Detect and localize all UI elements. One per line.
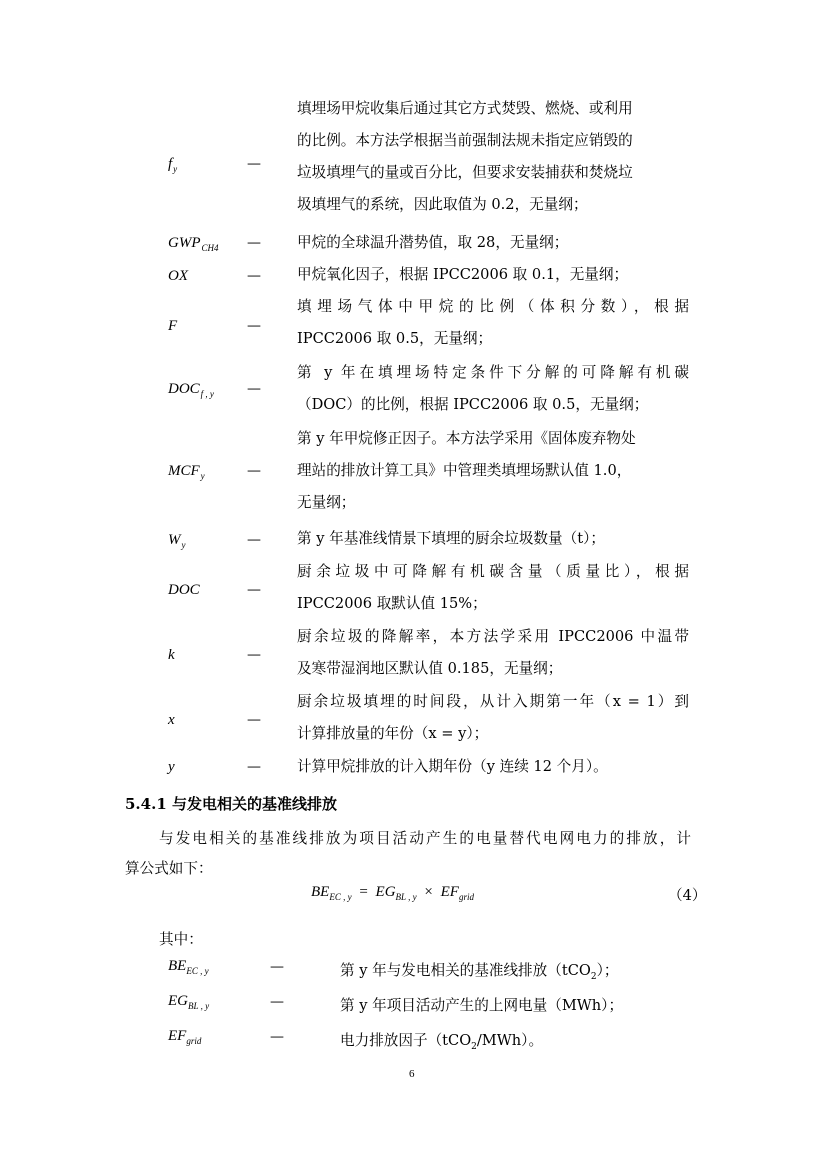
definition-line: IPCC2006 取默认值 15%；: [297, 595, 487, 612]
variable-doc-f-y: $DOC_{f , y}$: [168, 381, 214, 399]
definition-text-ox: [297, 259, 689, 291]
whereof-label: 其中：: [159, 931, 203, 948]
definition-text-f-y: [297, 93, 689, 221]
section-heading: 5.4.1 与发电相关的基准线排放: [125, 795, 337, 813]
variable-f: F: [168, 318, 178, 334]
definition-dash: —: [247, 268, 261, 284]
variable-f-y: $f_y$: [168, 156, 178, 174]
definition-line: 垃圾填埋气的量或百分比，但要求安装捕获和焚烧垃: [297, 164, 633, 181]
definition-line: 厨余垃圾的降解率，本方法学采用 IPCC2006 中温带: [297, 628, 689, 645]
definition-line: 厨余垃圾填埋的时间段，从计入期第一年（x = 1）到: [297, 693, 689, 710]
paragraph-line: 与发电相关的基准线排放为项目活动产生的电量替代电网电力的排放，计: [159, 830, 691, 847]
definition-dash: —: [247, 235, 261, 251]
definition-text-f: [297, 291, 689, 355]
term-dash: —: [270, 994, 284, 1010]
term-be-ec-y: $BE_{EC , y}$: [168, 958, 209, 976]
formula-4: $BE_{EC , y} = EG_{BL , y} \times EF_{grid}$: [311, 884, 474, 902]
page-number: 6: [409, 1068, 415, 1080]
definition-line: 填埋场气体中甲烷的比例（体积分数），根据: [297, 298, 689, 315]
definition-line: 无量纲；: [297, 494, 356, 511]
term-eg-bl-y: $EG_{BL , y}$: [168, 993, 210, 1011]
variable-x: x: [168, 712, 175, 728]
definition-dash: —: [247, 156, 261, 172]
definition-dash: —: [247, 463, 261, 479]
definition-line: 理站的排放计算工具》中管理类填埋场默认值 1.0，: [297, 462, 632, 479]
variable-k: k: [168, 647, 175, 663]
definition-text-doc-f-y: [297, 357, 689, 421]
definition-text-w-y: [297, 523, 689, 555]
definition-text-doc: [297, 556, 689, 620]
variable-w-y: $W_y$: [168, 532, 186, 550]
definition-dash: —: [247, 532, 261, 548]
definition-line: 的比例。本方法学根据当前强制法规未指定应销毁的: [297, 132, 633, 149]
equation-number: （4）: [668, 887, 707, 904]
section-paragraph: [125, 824, 691, 884]
definition-line: 计算排放量的年份（x = y）；: [297, 725, 489, 742]
definition-line: 及寒带湿润地区默认值 0.185，无量纲；: [297, 660, 563, 677]
definition-line: 甲烷的全球温升潜势值，取 28，无量纲；: [297, 234, 569, 251]
term-ef-grid: $EF_{grid}$: [168, 1028, 202, 1046]
definition-dash: —: [247, 318, 261, 334]
variable-mcf-y: $MCF_y$: [168, 463, 205, 481]
definition-text-k: [297, 621, 689, 685]
definition-dash: —: [247, 582, 261, 598]
variable-y: y: [168, 759, 175, 775]
definition-line: 填埋场甲烷收集后通过其它方式焚毁、燃烧、或利用: [297, 100, 633, 117]
definition-line: 甲烷氧化因子，根据 IPCC2006 取 0.1，无量纲；: [297, 266, 629, 283]
variable-doc: DOC: [168, 582, 200, 598]
term-desc-eg: 第 y 年项目活动产生的上网电量（MWh）；: [340, 997, 624, 1014]
definition-dash: —: [247, 647, 261, 663]
definition-line: 第 y 年在填埋场特定条件下分解的可降解有机碳: [297, 364, 689, 381]
definition-line: 圾填埋气的系统，因此取值为 0.2，无量纲；: [297, 196, 588, 213]
term-desc-ef: 电力排放因子（tCO$_2$/MWh）。: [340, 1032, 544, 1052]
term-dash: —: [270, 1029, 284, 1045]
variable-ox: OX: [168, 268, 188, 284]
term-dash: —: [270, 959, 284, 975]
paragraph-line: 算公式如下：: [125, 860, 213, 877]
variable-gwp-ch4: $GWP_{CH4}$: [168, 235, 219, 253]
definition-text-y: [297, 751, 689, 783]
definition-dash: —: [247, 759, 261, 775]
definition-line: 厨余垃圾中可降解有机碳含量（质量比），根据: [297, 563, 689, 580]
definition-line: 第 y 年基准线情景下填埋的厨余垃圾数量（t）；: [297, 530, 605, 547]
definition-line: IPCC2006 取 0.5，无量纲；: [297, 330, 493, 347]
definition-text-mcf-y: [297, 423, 689, 519]
definition-dash: —: [247, 712, 261, 728]
term-desc-be: 第 y 年与发电相关的基准线排放（tCO$_2$）；: [340, 962, 619, 982]
definition-text-gwp: [297, 227, 689, 259]
definition-line: （DOC）的比例，根据 IPCC2006 取 0.5，无量纲；: [297, 396, 649, 413]
definition-line: 第 y 年甲烷修正因子。本方法学采用《固体废弃物处: [297, 430, 636, 447]
definition-text-x: [297, 686, 689, 750]
definition-line: 计算甲烷排放的计入期年份（y 连续 12 个月）。: [297, 758, 608, 775]
definition-dash: —: [247, 381, 261, 397]
